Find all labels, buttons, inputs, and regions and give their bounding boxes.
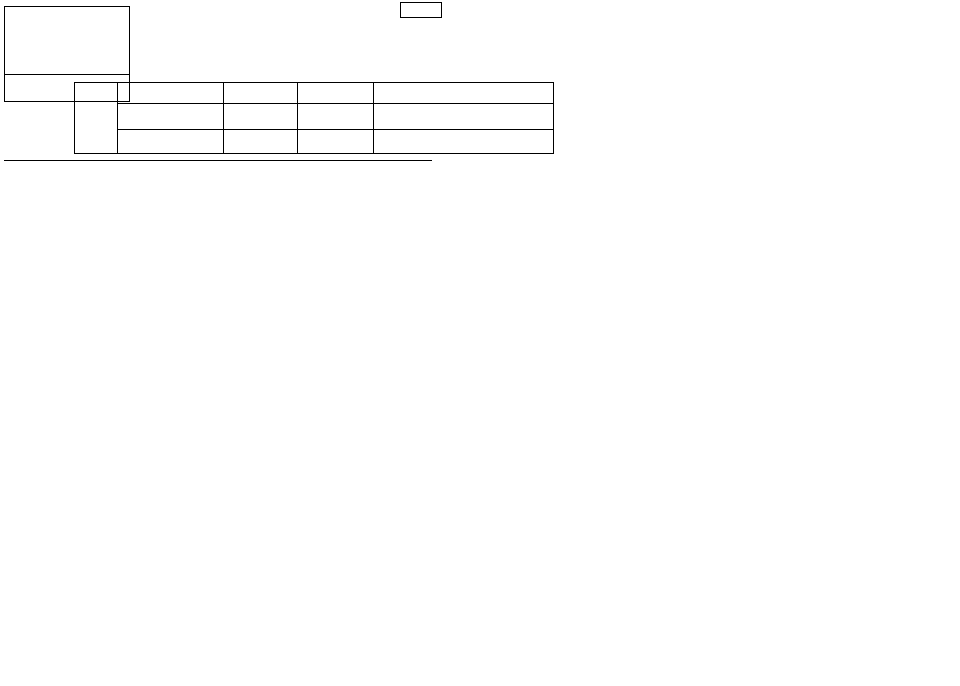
track-logo <box>400 2 442 18</box>
horse-divider <box>4 160 432 161</box>
odds-grid <box>74 82 554 154</box>
